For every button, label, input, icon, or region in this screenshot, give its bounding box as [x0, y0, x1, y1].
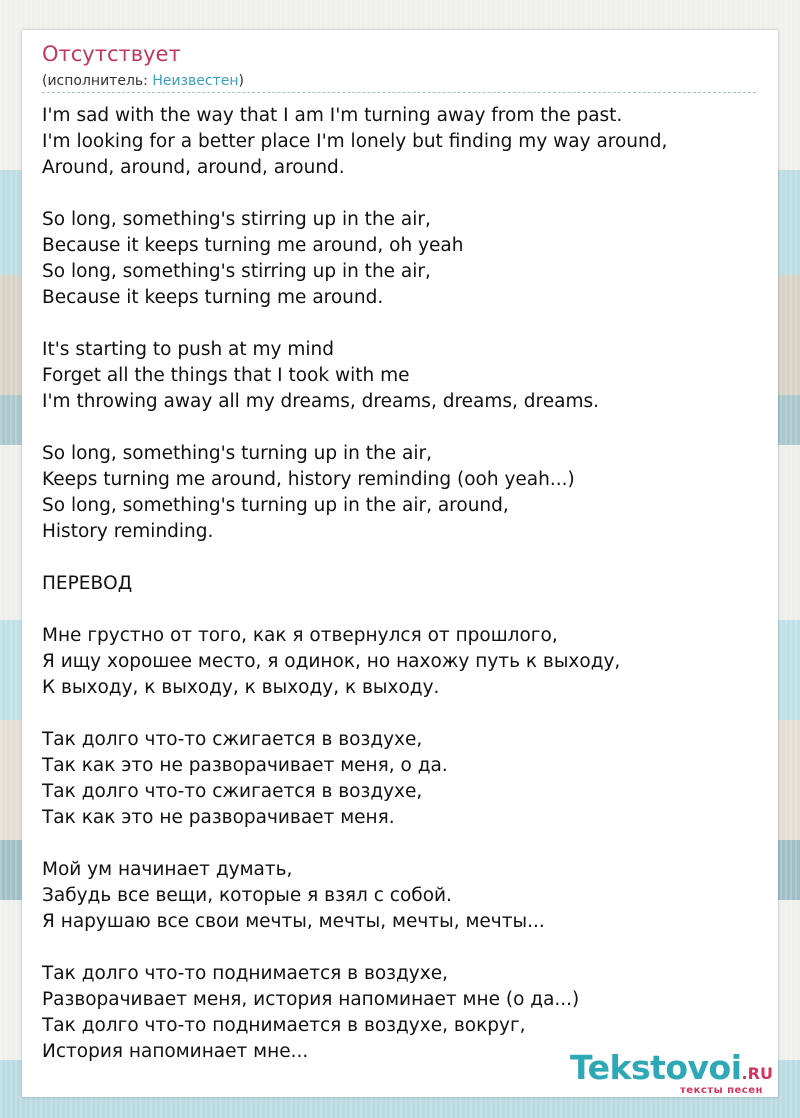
lyric-line: Так долго что-то поднимается в воздухе, [42, 963, 448, 984]
lyric-line: So long, something's turning up in the air, around, [42, 495, 509, 516]
artist-suffix: ) [238, 73, 244, 89]
lyric-line: Разворачивает меня, история напоминает мне (о да...) [42, 989, 580, 1010]
logo-subtitle: тексты песен [680, 1085, 763, 1096]
artist-line [42, 73, 244, 89]
lyric-line [42, 415, 762, 441]
lyric-line: Forget all the things that I took with me [42, 365, 410, 386]
lyric-line [42, 701, 762, 727]
lyric-line: Because it keeps turning me around, oh yeah [42, 235, 464, 256]
song-title: Отсутствует [42, 42, 181, 66]
lyric-line [42, 545, 762, 571]
lyric-line [42, 935, 762, 961]
lyric-line: Because it keeps turning me around. [42, 287, 384, 308]
lyric-line: So long, something's turning up in the air, [42, 443, 432, 464]
lyric-line: History reminding. [42, 521, 214, 542]
lyric-line: Around, around, around, around. [42, 157, 345, 178]
lyric-line: I'm sad with the way that I am I'm turning away from the past. [42, 105, 623, 126]
lyric-line: I'm throwing away all my dreams, dreams, dreams, dreams. [42, 391, 599, 412]
artist-prefix: (исполнитель: [42, 73, 153, 89]
lyric-line [42, 597, 762, 623]
lyric-line: It's starting to push at my mind [42, 339, 335, 360]
lyric-line: К выходу, к выходу, к выходу, к выходу. [42, 677, 440, 698]
lyric-line: I'm looking for a better place I'm lonely but finding my way around, [42, 131, 668, 152]
lyric-line: Так как это не разворачивает меня. [42, 807, 395, 828]
lyric-line: История напоминает мне... [42, 1041, 309, 1062]
lyric-line: Keeps turning me around, history reminding (ooh yeah...) [42, 469, 575, 490]
lyric-line: Я ищу хорошее место, я одинок, но нахожу путь к выходу, [42, 651, 621, 672]
lyric-line: Так долго что-то сжигается в воздухе, [42, 781, 423, 802]
lyric-line: Так долго что-то сжигается в воздухе, [42, 729, 423, 750]
logo-wordmark: Tekstovoi [570, 1048, 742, 1087]
lyric-line: Я нарушаю все свои мечты, мечты, мечты, мечты... [42, 911, 545, 932]
lyric-line: Забудь все вещи, которые я взял с собой. [42, 885, 452, 906]
lyric-line: Так как это не разворачивает меня, о да. [42, 755, 448, 776]
lyric-line: So long, something's stirring up in the air, [42, 209, 431, 230]
lyric-line: Мне грустно от того, как я отвернулся от прошлого, [42, 625, 558, 646]
lyrics-card [22, 30, 778, 1097]
lyric-line: Так долго что-то поднимается в воздухе, вокруг, [42, 1015, 526, 1036]
lyric-line: Мой ум начинает думать, [42, 859, 293, 880]
site-logo[interactable] [570, 1048, 773, 1096]
lyrics-text [42, 103, 762, 1065]
lyric-line [42, 831, 762, 857]
lyric-line [42, 311, 762, 337]
artist-link[interactable]: Неизвестен [152, 73, 239, 89]
logo-tld: .RU [741, 1064, 773, 1083]
translation-heading: ПЕРЕВОД [42, 573, 133, 594]
lyric-line: So long, something's stirring up in the air, [42, 261, 431, 282]
lyric-line [42, 181, 762, 207]
title-divider [42, 92, 756, 93]
